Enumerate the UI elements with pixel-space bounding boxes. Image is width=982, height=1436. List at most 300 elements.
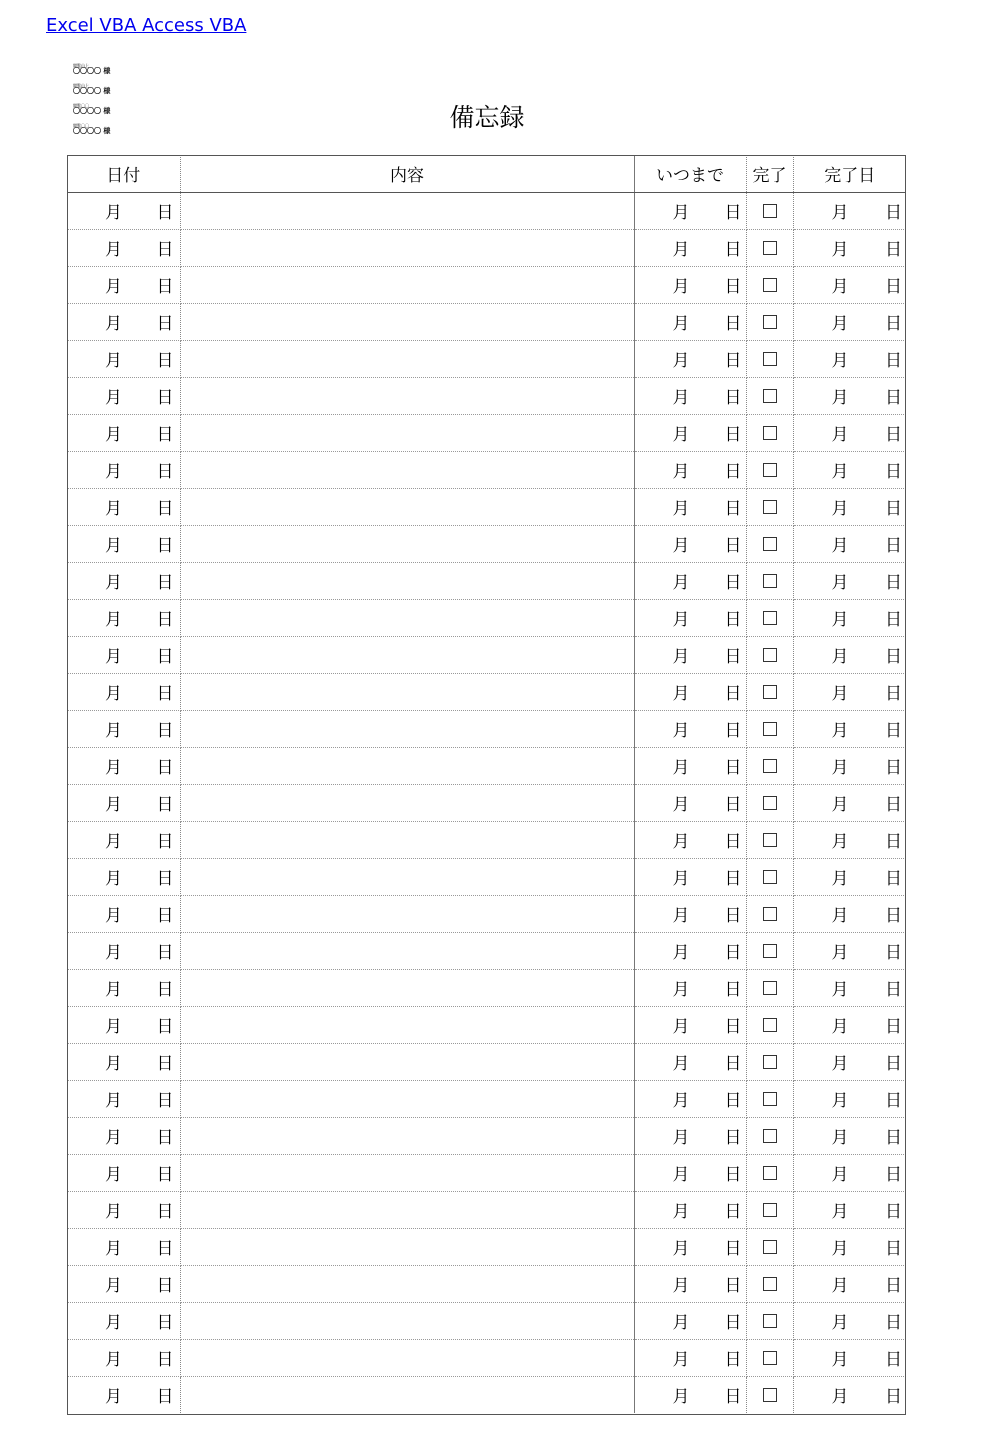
done-checkbox[interactable]: [763, 204, 777, 218]
month-label: 月: [105, 1091, 122, 1111]
date-cell-value: [67, 753, 180, 778]
due-cell[interactable]: [634, 340, 746, 377]
due-cell[interactable]: [634, 1265, 746, 1302]
done-date-cell-value: [794, 198, 907, 223]
date-cell-value: [67, 1160, 180, 1185]
content-cell[interactable]: [180, 710, 634, 747]
table-row: [67, 229, 906, 266]
content-cell[interactable]: [180, 1080, 634, 1117]
month-label: 月: [672, 1128, 690, 1148]
done-date-cell[interactable]: [793, 747, 906, 784]
done-date-cell[interactable]: [793, 1302, 906, 1339]
day-label: 日: [885, 499, 902, 519]
table-row: [67, 599, 906, 636]
done-date-cell-value: [794, 309, 907, 334]
day-label: 日: [724, 1276, 742, 1296]
done-checkbox[interactable]: [763, 1203, 777, 1217]
date-cell[interactable]: [67, 1117, 180, 1154]
done-date-cell[interactable]: [793, 599, 906, 636]
month-label: 月: [831, 240, 849, 260]
date-cell-value: [67, 1271, 180, 1296]
done-cell: [746, 1117, 793, 1154]
due-cell-value: [635, 457, 746, 482]
done-checkbox[interactable]: [763, 241, 777, 255]
date-cell[interactable]: [67, 266, 180, 303]
day-label: 日: [885, 647, 902, 667]
stamp-caption: 閲覧山上: [73, 83, 89, 88]
day-label: 日: [885, 240, 902, 260]
content-cell[interactable]: [180, 1376, 634, 1413]
done-date-cell-value: [794, 568, 907, 593]
date-cell[interactable]: [67, 340, 180, 377]
date-cell[interactable]: [67, 710, 180, 747]
due-cell[interactable]: [634, 1080, 746, 1117]
day-label: 日: [885, 1350, 902, 1370]
due-cell[interactable]: [634, 192, 746, 229]
done-date-cell-value: [794, 975, 907, 1000]
day-label: 日: [724, 758, 742, 778]
date-cell[interactable]: [67, 1302, 180, 1339]
done-cell: [746, 599, 793, 636]
date-cell-value: [67, 642, 180, 667]
date-cell[interactable]: [67, 1339, 180, 1376]
due-cell[interactable]: [634, 784, 746, 821]
date-cell-value: [67, 235, 180, 260]
day-label: 日: [724, 425, 742, 445]
done-date-cell[interactable]: [793, 1080, 906, 1117]
day-label: 日: [885, 314, 902, 334]
done-checkbox[interactable]: [763, 1388, 777, 1402]
header-done-date: 完了日: [793, 155, 906, 192]
day-label: 日: [156, 462, 174, 482]
content-cell[interactable]: [180, 488, 634, 525]
day-label: 日: [156, 351, 174, 371]
month-label: 月: [105, 425, 122, 445]
day-label: 日: [724, 943, 742, 963]
date-cell-value: [67, 1012, 180, 1037]
content-cell[interactable]: [180, 599, 634, 636]
date-cell[interactable]: [67, 673, 180, 710]
date-cell-value: [67, 309, 180, 334]
due-cell[interactable]: [634, 1376, 746, 1413]
date-cell-value: [67, 1086, 180, 1111]
day-label: 日: [724, 1165, 742, 1185]
month-label: 月: [831, 980, 849, 1000]
done-date-cell[interactable]: [793, 229, 906, 266]
done-date-cell-value: [794, 235, 907, 260]
date-cell[interactable]: [67, 192, 180, 229]
content-cell[interactable]: [180, 562, 634, 599]
done-checkbox[interactable]: [763, 833, 777, 847]
month-label: 月: [672, 832, 690, 852]
date-cell-value: [67, 272, 180, 297]
due-cell[interactable]: [634, 451, 746, 488]
month-label: 月: [105, 795, 122, 815]
day-label: 日: [724, 721, 742, 741]
month-label: 月: [831, 499, 849, 519]
done-checkbox[interactable]: [763, 1129, 777, 1143]
content-cell[interactable]: [180, 932, 634, 969]
content-cell[interactable]: [180, 747, 634, 784]
date-cell[interactable]: [67, 451, 180, 488]
done-cell: [746, 1043, 793, 1080]
content-cell[interactable]: [180, 1043, 634, 1080]
date-cell[interactable]: [67, 525, 180, 562]
content-cell[interactable]: [180, 1265, 634, 1302]
done-cell: [746, 673, 793, 710]
due-cell-value: [635, 827, 746, 852]
date-cell[interactable]: [67, 1376, 180, 1413]
date-cell[interactable]: [67, 895, 180, 932]
due-cell-value: [635, 938, 746, 963]
due-cell[interactable]: [634, 266, 746, 303]
date-cell[interactable]: [67, 821, 180, 858]
month-label: 月: [831, 610, 849, 630]
month-label: 月: [672, 1350, 690, 1370]
content-cell[interactable]: [180, 895, 634, 932]
due-cell-value: [635, 1345, 746, 1370]
header-content: 内容: [180, 155, 634, 192]
date-cell-value: [67, 198, 180, 223]
month-label: 月: [105, 610, 122, 630]
done-checkbox[interactable]: [763, 537, 777, 551]
month-label: 月: [105, 1054, 122, 1074]
content-cell[interactable]: [180, 858, 634, 895]
due-cell[interactable]: [634, 1117, 746, 1154]
done-checkbox[interactable]: [763, 1240, 777, 1254]
date-cell[interactable]: [67, 1043, 180, 1080]
done-checkbox[interactable]: [763, 315, 777, 329]
table-row: [67, 1006, 906, 1043]
done-cell: [746, 229, 793, 266]
date-cell[interactable]: [67, 414, 180, 451]
day-label: 日: [724, 462, 742, 482]
due-cell-value: [635, 1234, 746, 1259]
day-label: 日: [885, 758, 902, 778]
due-cell[interactable]: [634, 562, 746, 599]
done-date-cell[interactable]: [793, 895, 906, 932]
done-cell: [746, 488, 793, 525]
done-date-cell[interactable]: [793, 1191, 906, 1228]
due-cell[interactable]: [634, 969, 746, 1006]
content-cell[interactable]: [180, 821, 634, 858]
date-cell-value: [67, 494, 180, 519]
date-cell[interactable]: [67, 1228, 180, 1265]
done-date-cell[interactable]: [793, 1228, 906, 1265]
month-label: 月: [672, 1387, 690, 1408]
date-cell-value: [67, 1234, 180, 1259]
done-date-cell[interactable]: [793, 525, 906, 562]
done-checkbox[interactable]: [763, 1314, 777, 1328]
month-label: 月: [105, 1387, 122, 1408]
content-cell[interactable]: [180, 525, 634, 562]
done-date-cell-value: [794, 790, 907, 815]
done-date-cell[interactable]: [793, 969, 906, 1006]
done-checkbox[interactable]: [763, 389, 777, 403]
done-cell: [746, 1080, 793, 1117]
done-checkbox[interactable]: [763, 981, 777, 995]
due-cell[interactable]: [634, 1228, 746, 1265]
content-cell[interactable]: [180, 451, 634, 488]
month-label: 月: [105, 351, 122, 371]
done-checkbox[interactable]: [763, 907, 777, 921]
day-label: 日: [885, 203, 902, 223]
due-cell[interactable]: [634, 821, 746, 858]
month-label: 月: [831, 462, 849, 482]
content-cell[interactable]: [180, 377, 634, 414]
due-cell-value: [635, 642, 746, 667]
content-cell[interactable]: [180, 1339, 634, 1376]
content-cell[interactable]: [180, 303, 634, 340]
done-checkbox[interactable]: [763, 574, 777, 588]
due-cell[interactable]: [634, 636, 746, 673]
month-label: 月: [672, 1091, 690, 1111]
done-checkbox[interactable]: [763, 1166, 777, 1180]
date-cell[interactable]: [67, 303, 180, 340]
month-label: 月: [672, 758, 690, 778]
done-date-cell[interactable]: [793, 784, 906, 821]
done-cell: [746, 377, 793, 414]
done-checkbox[interactable]: [763, 759, 777, 773]
due-cell[interactable]: [634, 895, 746, 932]
done-checkbox[interactable]: [763, 870, 777, 884]
month-label: 月: [105, 1017, 122, 1037]
month-label: 月: [672, 573, 690, 593]
due-cell[interactable]: [634, 932, 746, 969]
due-cell-value: [635, 383, 746, 408]
month-label: 月: [831, 425, 849, 445]
day-label: 日: [724, 536, 742, 556]
date-cell[interactable]: [67, 747, 180, 784]
due-cell[interactable]: [634, 1191, 746, 1228]
due-cell[interactable]: [634, 858, 746, 895]
table-row: [67, 192, 906, 229]
day-label: 日: [156, 795, 174, 815]
month-label: 月: [105, 943, 122, 963]
date-cell[interactable]: [67, 784, 180, 821]
done-date-cell[interactable]: [793, 1006, 906, 1043]
done-cell: [746, 266, 793, 303]
due-cell[interactable]: [634, 747, 746, 784]
day-label: 日: [885, 1239, 902, 1259]
done-date-cell[interactable]: [793, 377, 906, 414]
done-date-cell[interactable]: [793, 1043, 906, 1080]
day-label: 日: [156, 610, 174, 630]
done-cell: [746, 747, 793, 784]
done-date-cell-value: [794, 1160, 907, 1185]
month-label: 月: [831, 1165, 849, 1185]
month-label: 月: [105, 647, 122, 667]
day-label: 日: [724, 906, 742, 926]
month-label: 月: [672, 240, 690, 260]
day-label: 日: [885, 610, 902, 630]
done-checkbox[interactable]: [763, 611, 777, 625]
month-label: 月: [105, 1165, 122, 1185]
done-checkbox[interactable]: [763, 1018, 777, 1032]
content-cell[interactable]: [180, 1228, 634, 1265]
day-label: 日: [885, 1128, 902, 1148]
done-checkbox[interactable]: [763, 1092, 777, 1106]
done-cell: [746, 969, 793, 1006]
due-cell-value: [635, 1271, 746, 1296]
content-cell[interactable]: [180, 1302, 634, 1339]
due-cell[interactable]: [634, 1339, 746, 1376]
content-cell[interactable]: [180, 192, 634, 229]
day-label: 日: [724, 832, 742, 852]
date-cell[interactable]: [67, 229, 180, 266]
content-cell[interactable]: [180, 414, 634, 451]
done-date-cell[interactable]: [793, 821, 906, 858]
done-date-cell[interactable]: [793, 932, 906, 969]
day-label: 日: [156, 1128, 174, 1148]
done-checkbox[interactable]: [763, 278, 777, 292]
month-label: 月: [105, 906, 122, 926]
done-cell: [746, 192, 793, 229]
day-label: 日: [724, 1350, 742, 1370]
date-cell[interactable]: [67, 1006, 180, 1043]
done-checkbox[interactable]: [763, 1277, 777, 1291]
content-cell[interactable]: [180, 266, 634, 303]
done-date-cell[interactable]: [793, 1376, 906, 1413]
done-checkbox[interactable]: [763, 722, 777, 736]
date-cell[interactable]: [67, 562, 180, 599]
day-label: 日: [724, 1313, 742, 1333]
done-date-cell[interactable]: [793, 636, 906, 673]
due-cell[interactable]: [634, 1154, 746, 1191]
done-checkbox[interactable]: [763, 944, 777, 958]
done-date-cell[interactable]: [793, 710, 906, 747]
due-cell[interactable]: [634, 673, 746, 710]
month-label: 月: [105, 758, 122, 778]
due-cell[interactable]: [634, 488, 746, 525]
done-date-cell[interactable]: [793, 266, 906, 303]
day-label: 日: [885, 684, 902, 704]
day-label: 日: [156, 1202, 174, 1222]
content-cell[interactable]: [180, 673, 634, 710]
done-checkbox[interactable]: [763, 1055, 777, 1069]
date-cell[interactable]: [67, 858, 180, 895]
done-cell: [746, 303, 793, 340]
done-date-cell[interactable]: [793, 303, 906, 340]
done-date-cell[interactable]: [793, 1117, 906, 1154]
header-done: 完了: [746, 155, 793, 192]
day-label: 日: [156, 1091, 174, 1111]
content-cell[interactable]: [180, 229, 634, 266]
due-cell-value: [635, 568, 746, 593]
due-cell[interactable]: [634, 229, 746, 266]
due-cell[interactable]: [634, 414, 746, 451]
done-date-cell[interactable]: [793, 1154, 906, 1191]
due-cell-value: [635, 901, 746, 926]
month-label: 月: [831, 1313, 849, 1333]
month-label: 月: [831, 1276, 849, 1296]
day-label: 日: [885, 536, 902, 556]
date-cell[interactable]: [67, 1154, 180, 1191]
done-checkbox[interactable]: [763, 648, 777, 662]
date-cell[interactable]: [67, 969, 180, 1006]
content-cell[interactable]: [180, 636, 634, 673]
due-cell[interactable]: [634, 1006, 746, 1043]
due-cell[interactable]: [634, 710, 746, 747]
header-date: 日付: [67, 155, 180, 192]
done-checkbox[interactable]: [763, 463, 777, 477]
month-label: 月: [105, 1239, 122, 1259]
date-cell[interactable]: [67, 488, 180, 525]
due-cell[interactable]: [634, 1043, 746, 1080]
done-date-cell[interactable]: [793, 488, 906, 525]
table-row: [67, 673, 906, 710]
month-label: 月: [672, 943, 690, 963]
date-cell-value: [67, 901, 180, 926]
done-date-cell[interactable]: [793, 340, 906, 377]
due-cell-value: [635, 1012, 746, 1037]
month-label: 月: [672, 1054, 690, 1074]
content-cell[interactable]: [180, 340, 634, 377]
done-checkbox[interactable]: [763, 1351, 777, 1365]
done-checkbox[interactable]: [763, 796, 777, 810]
excel-vba-access-vba-link[interactable]: Excel VBA Access VBA: [46, 15, 247, 36]
done-date-cell[interactable]: [793, 1339, 906, 1376]
due-cell[interactable]: [634, 1302, 746, 1339]
day-label: 日: [156, 1313, 174, 1333]
date-cell[interactable]: [67, 932, 180, 969]
done-date-cell[interactable]: [793, 192, 906, 229]
done-date-cell[interactable]: [793, 562, 906, 599]
content-cell[interactable]: [180, 784, 634, 821]
day-label: 日: [724, 240, 742, 260]
date-cell[interactable]: [67, 599, 180, 636]
day-label: 日: [724, 869, 742, 889]
day-label: 日: [724, 388, 742, 408]
content-cell[interactable]: [180, 1154, 634, 1191]
done-date-cell[interactable]: [793, 414, 906, 451]
due-cell[interactable]: [634, 599, 746, 636]
day-label: 日: [156, 980, 174, 1000]
due-cell[interactable]: [634, 303, 746, 340]
table-row: [67, 1228, 906, 1265]
done-date-cell[interactable]: [793, 858, 906, 895]
month-label: 月: [672, 1202, 690, 1222]
date-cell[interactable]: [67, 636, 180, 673]
day-label: 日: [885, 795, 902, 815]
date-cell[interactable]: [67, 1265, 180, 1302]
done-checkbox[interactable]: [763, 426, 777, 440]
month-label: 月: [672, 721, 690, 741]
day-label: 日: [885, 1091, 902, 1111]
stamp-name: 〇〇〇〇 様: [73, 87, 111, 95]
date-cell[interactable]: [67, 1191, 180, 1228]
content-cell[interactable]: [180, 1191, 634, 1228]
content-cell[interactable]: [180, 1006, 634, 1043]
done-date-cell[interactable]: [793, 673, 906, 710]
date-cell[interactable]: [67, 377, 180, 414]
done-date-cell[interactable]: [793, 1265, 906, 1302]
done-checkbox[interactable]: [763, 685, 777, 699]
due-cell-value: [635, 753, 746, 778]
stamp-label: [73, 103, 133, 119]
content-cell[interactable]: [180, 969, 634, 1006]
done-date-cell[interactable]: [793, 451, 906, 488]
month-label: 月: [672, 906, 690, 926]
due-cell[interactable]: [634, 377, 746, 414]
month-label: 月: [831, 1054, 849, 1074]
date-cell[interactable]: [67, 1080, 180, 1117]
due-cell[interactable]: [634, 525, 746, 562]
done-checkbox[interactable]: [763, 500, 777, 514]
done-checkbox[interactable]: [763, 352, 777, 366]
content-cell[interactable]: [180, 1117, 634, 1154]
table-row: [67, 1376, 906, 1413]
